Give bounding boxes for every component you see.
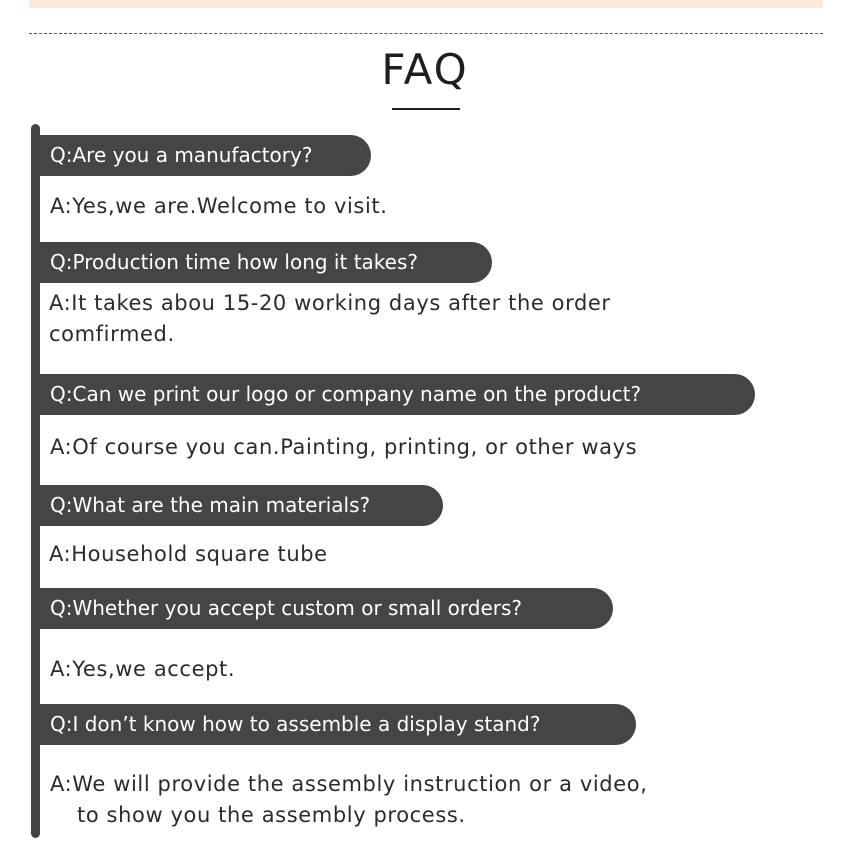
faq-answer-4 xyxy=(49,539,328,570)
faq-answer-2-line-1: A:It takes abou 15-20 working days after the order xyxy=(49,291,611,315)
faq-answer-5 xyxy=(50,654,235,685)
faq-answer-6-line-2 xyxy=(50,800,647,831)
faq-question-1: Q:Are you a manufactory? xyxy=(40,135,371,176)
faq-answer-5-line-1: A:Yes,we accept. xyxy=(50,657,236,681)
faq-answer-6 xyxy=(50,769,647,831)
faq-answer-6-line-1: A:We will provide the assembly instruction or a video, xyxy=(50,772,648,796)
faq-answer-1 xyxy=(50,191,388,222)
faq-question-5: Q:Whether you accept custom or small orders? xyxy=(40,588,613,629)
dashed-divider xyxy=(29,33,823,34)
faq-answer-2-line-2: comfirmed. xyxy=(49,322,175,346)
faq-answer-3 xyxy=(50,432,637,463)
faq-answer-4-line-1: A:Household square tube xyxy=(49,542,328,566)
faq-question-3: Q:Can we print our logo or company name on the product? xyxy=(40,374,755,415)
faq-answer-3-line-1: A:Of course you can.Painting, printing, or other ways xyxy=(50,435,638,459)
faq-question-4: Q:What are the main materials? xyxy=(40,485,443,526)
top-banner-strip xyxy=(29,0,823,8)
faq-question-6: Q:I don’t know how to assemble a display stand? xyxy=(40,704,636,745)
faq-answer-1-line-1: A:Yes,we are.Welcome to visit. xyxy=(50,194,388,218)
faq-answer-6-line-2-text: to show you the assembly process. xyxy=(77,803,466,827)
faq-answer-2 xyxy=(49,288,611,350)
faq-side-bar xyxy=(31,124,40,838)
title-underline xyxy=(392,108,460,110)
page-title: FAQ xyxy=(381,45,469,94)
faq-question-2: Q:Production time how long it takes? xyxy=(40,242,492,283)
